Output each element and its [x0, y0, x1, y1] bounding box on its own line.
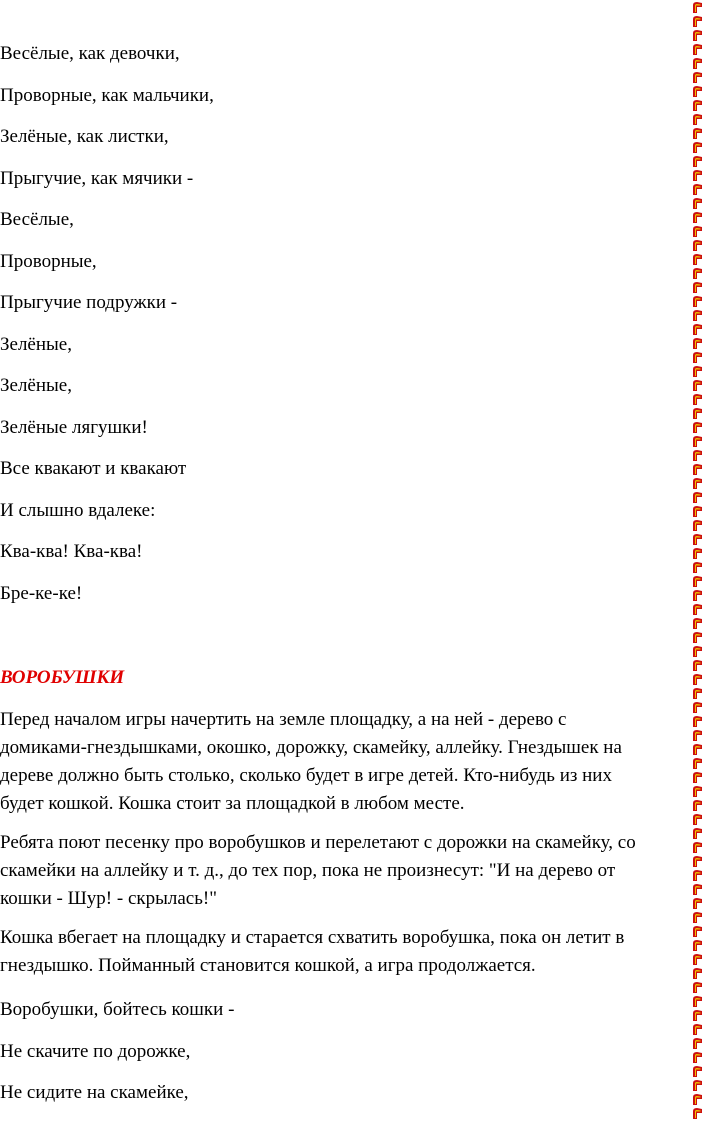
border-ornament	[693, 240, 702, 251]
border-ornament	[693, 1052, 702, 1063]
verse-line: Зелёные лягушки!	[0, 416, 148, 438]
paragraph: Кошка вбегает на площадку и старается схватить воробушка, пока он летит в гнездышко. Пойманный становится кошкой, а игра продолжается.	[0, 927, 625, 976]
paragraph: Перед началом игры начертить на земле площадку, а на ней - дерево с домиками-гнездышками, окошко, дорожку, скамейку, аллейку. Гнездышек на дереве должно быть столько, сколько будет в игре детей. Кто-нибудь из них будет кошкой. Кошка стоит за площадкой в любом месте.	[0, 709, 622, 814]
border-ornament	[693, 632, 702, 643]
sparrow-verse	[0, 997, 234, 1122]
border-ornament	[693, 786, 702, 797]
border-ornament	[693, 954, 702, 965]
border-ornament	[693, 660, 702, 671]
border-ornament	[693, 968, 702, 979]
border-ornament	[693, 100, 702, 111]
border-ornament	[693, 450, 702, 461]
border-ornament	[693, 1038, 702, 1049]
border-ornament	[693, 758, 702, 769]
border-ornament	[693, 1094, 702, 1105]
border-ornament	[693, 2, 702, 13]
border-ornament	[693, 16, 702, 27]
border-ornament	[693, 870, 702, 881]
frog-verse	[0, 41, 214, 622]
border-ornament	[693, 478, 702, 489]
border-ornament	[693, 212, 702, 223]
border-ornament	[693, 310, 702, 321]
verse-line: Зелёные,	[0, 333, 72, 355]
verse-line: Зелёные,	[0, 375, 72, 396]
border-ornament	[693, 324, 702, 335]
decorative-border-icon	[690, 0, 704, 1122]
border-ornament	[693, 184, 702, 195]
border-ornament	[693, 814, 702, 825]
border-ornament	[693, 828, 702, 839]
border-ornament	[693, 1066, 702, 1077]
border-ornament	[693, 926, 702, 937]
verse-line: Проворные, как мальчики,	[0, 84, 214, 106]
border-ornament	[693, 1080, 702, 1091]
border-ornament	[693, 436, 702, 447]
border-ornament	[693, 30, 702, 41]
border-ornament	[693, 688, 702, 699]
border-ornament	[693, 464, 702, 475]
border-ornament	[693, 44, 702, 55]
verse-line: И слышно вдалеке:	[0, 499, 156, 521]
border-ornament	[693, 72, 702, 83]
border-ornament	[693, 1024, 702, 1035]
border-ornament	[693, 842, 702, 853]
border-ornament	[693, 772, 702, 783]
border-ornament	[693, 380, 702, 391]
border-ornament	[693, 1010, 702, 1021]
border-ornament	[693, 898, 702, 909]
border-ornament	[693, 534, 702, 545]
border-ornament	[693, 394, 702, 405]
border-ornament	[693, 254, 702, 265]
verse-line: Весёлые,	[0, 209, 74, 230]
border-ornament	[693, 408, 702, 419]
border-ornament	[693, 352, 702, 363]
border-ornament	[693, 982, 702, 993]
border-ornament	[693, 114, 702, 125]
border-ornament	[693, 604, 702, 615]
border-ornament	[693, 884, 702, 895]
border-ornament	[693, 856, 702, 867]
border-ornament	[693, 492, 702, 503]
game-description	[0, 706, 690, 991]
border-ornament	[693, 576, 702, 587]
verse-line: Не скачите по дорожке,	[0, 1040, 191, 1062]
border-ornament	[693, 590, 702, 601]
paragraph: Ребята поют песенку про воробушков и перелетают с дорожки на скамейку, со скамейки на аллейку и т. д., до тех пор, пока не произнесут: "И на дерево от кошки - Шур! - скрылась!"	[0, 832, 636, 909]
verse-line: Прыгучие, как мячики -	[0, 167, 194, 189]
border-ornament	[693, 268, 702, 279]
border-ornament	[693, 422, 702, 433]
border-ornament	[693, 366, 702, 377]
verse-line: Прыгучие подружки -	[0, 292, 178, 313]
border-ornament	[693, 912, 702, 923]
border-ornament	[693, 282, 702, 293]
border-ornament	[693, 618, 702, 629]
section-heading: ВОРОБУШКИ	[0, 667, 125, 688]
border-ornament	[693, 86, 702, 97]
border-ornament	[693, 338, 702, 349]
verse-line: Не сидите на скамейке,	[0, 1082, 189, 1103]
border-ornament	[693, 296, 702, 307]
border-ornament	[693, 744, 702, 755]
verse-line: Проворные,	[0, 250, 97, 272]
border-ornament	[693, 702, 702, 713]
border-ornament	[693, 142, 702, 153]
border-ornament	[693, 128, 702, 139]
border-ornament	[693, 646, 702, 657]
border-ornament	[693, 506, 702, 517]
verse-line: Зелёные, как листки,	[0, 126, 169, 147]
border-ornament	[693, 520, 702, 531]
verse-line: Весёлые, как девочки,	[0, 43, 180, 64]
border-ornament	[693, 58, 702, 69]
verse-line: Воробушки, бойтесь кошки -	[0, 999, 235, 1020]
border-ornament	[693, 198, 702, 209]
border-ornament	[693, 730, 702, 741]
border-ornament	[693, 996, 702, 1007]
border-ornament	[693, 170, 702, 181]
verse-line: Все квакают и квакают	[0, 458, 187, 479]
verse-line: Бре-ке-ке!	[0, 582, 83, 604]
border-ornament	[693, 156, 702, 167]
border-ornament	[693, 1108, 702, 1119]
border-ornament	[693, 674, 702, 685]
border-ornament	[693, 940, 702, 951]
border-ornament	[693, 562, 702, 573]
verse-line: Ква-ква! Ква-ква!	[0, 541, 143, 562]
border-ornament	[693, 548, 702, 559]
border-ornament	[693, 716, 702, 727]
border-ornament	[693, 800, 702, 811]
border-ornament	[693, 226, 702, 237]
